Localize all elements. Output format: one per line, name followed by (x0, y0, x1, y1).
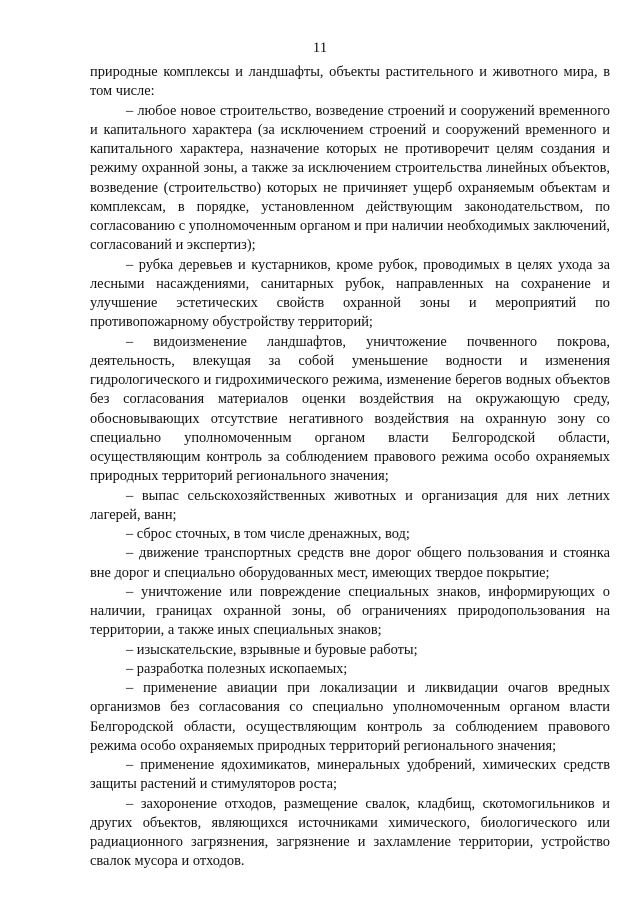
document-body (90, 63, 610, 872)
list-item: – применение ядохимикатов, минеральных удобрений, химических средств защиты растений и стимуляторов роста; (90, 757, 610, 793)
list-item: – разработка полезных ископаемых; (126, 660, 348, 677)
list-item: – применение авиации при локализации и ликвидации очагов вредных организмов без согласования со специально уполномоченным органом власти Белгородской области, осуществляющим контроль за соблюдением правового режима особо охраняемых природных территорий регионального значения; (90, 680, 610, 754)
list-item: – любое новое строительство, возведение строений и сооружений временного и капитального характера (за исключением строений и сооружений временного и капитального характера, назначение которых не противоречит целям создания и режиму охранной зоны, а также за исключением строительства линейных объектов, возведение (строительство) которых не причиняет ущерб охраняемым объектам и комплексам, в порядке, установленном действующим законодательством, по согласованию с уполномоченным органом и при наличии необходимых заключений, согласований и экспертиз); (90, 102, 610, 254)
list-item: – движение транспортных средств вне дорог общего пользования и стоянка вне дорог и специально оборудованных мест, имеющих твердое покрытие; (90, 545, 610, 581)
list-item: – уничтожение или повреждение специальных знаков, информирующих о наличии, границах охранной зоны, об ограничениях природопользования на территории, а также иных специальных знаков; (90, 583, 610, 639)
list-item: – выпас сельскохозяйственных животных и организация для них летних лагерей, ванн; (90, 487, 610, 523)
list-item: – сброс сточных, в том числе дренажных, вод; (126, 526, 410, 542)
intro-paragraph: природные комплексы и ландшафты, объекты растительного и животного мира, в том числе: (90, 64, 610, 100)
list-item: – захоронение отходов, размещение свалок, кладбищ, скотомогильников и других объектов, являющихся источниками химического, биологического или радиационного загрязнения, загрязнение и захламление территории, устройство свалок мусора и отходов. (90, 795, 610, 870)
list-item: – рубка деревьев и кустарников, кроме рубок, проводимых в целях ухода за лесными насаждениями, санитарных рубок, направленных на сохранение и улучшение эстетических свойств охранной зоны и мероприятий по противопожарному обустройству территорий; (90, 256, 610, 331)
page-number: 11 (312, 40, 328, 56)
list-item: – видоизменение ландшафтов, уничтожение почвенного покрова, деятельность, влекущая за собой уменьшение водности и изменения гидрологического и гидрохимического режима, изменение берегов водных объектов без согласования материалов оценки воздействия на окружающую среду, обосновывающих отсутствие негативного воздействия на охранную зону со специально уполномоченным органом власти Белгородской области, осуществляющим контроль за соблюдением правового режима особо охраняемых природных территорий регионального значения; (90, 333, 610, 485)
list-item: – изыскательские, взрывные и буровые работы; (126, 641, 418, 658)
